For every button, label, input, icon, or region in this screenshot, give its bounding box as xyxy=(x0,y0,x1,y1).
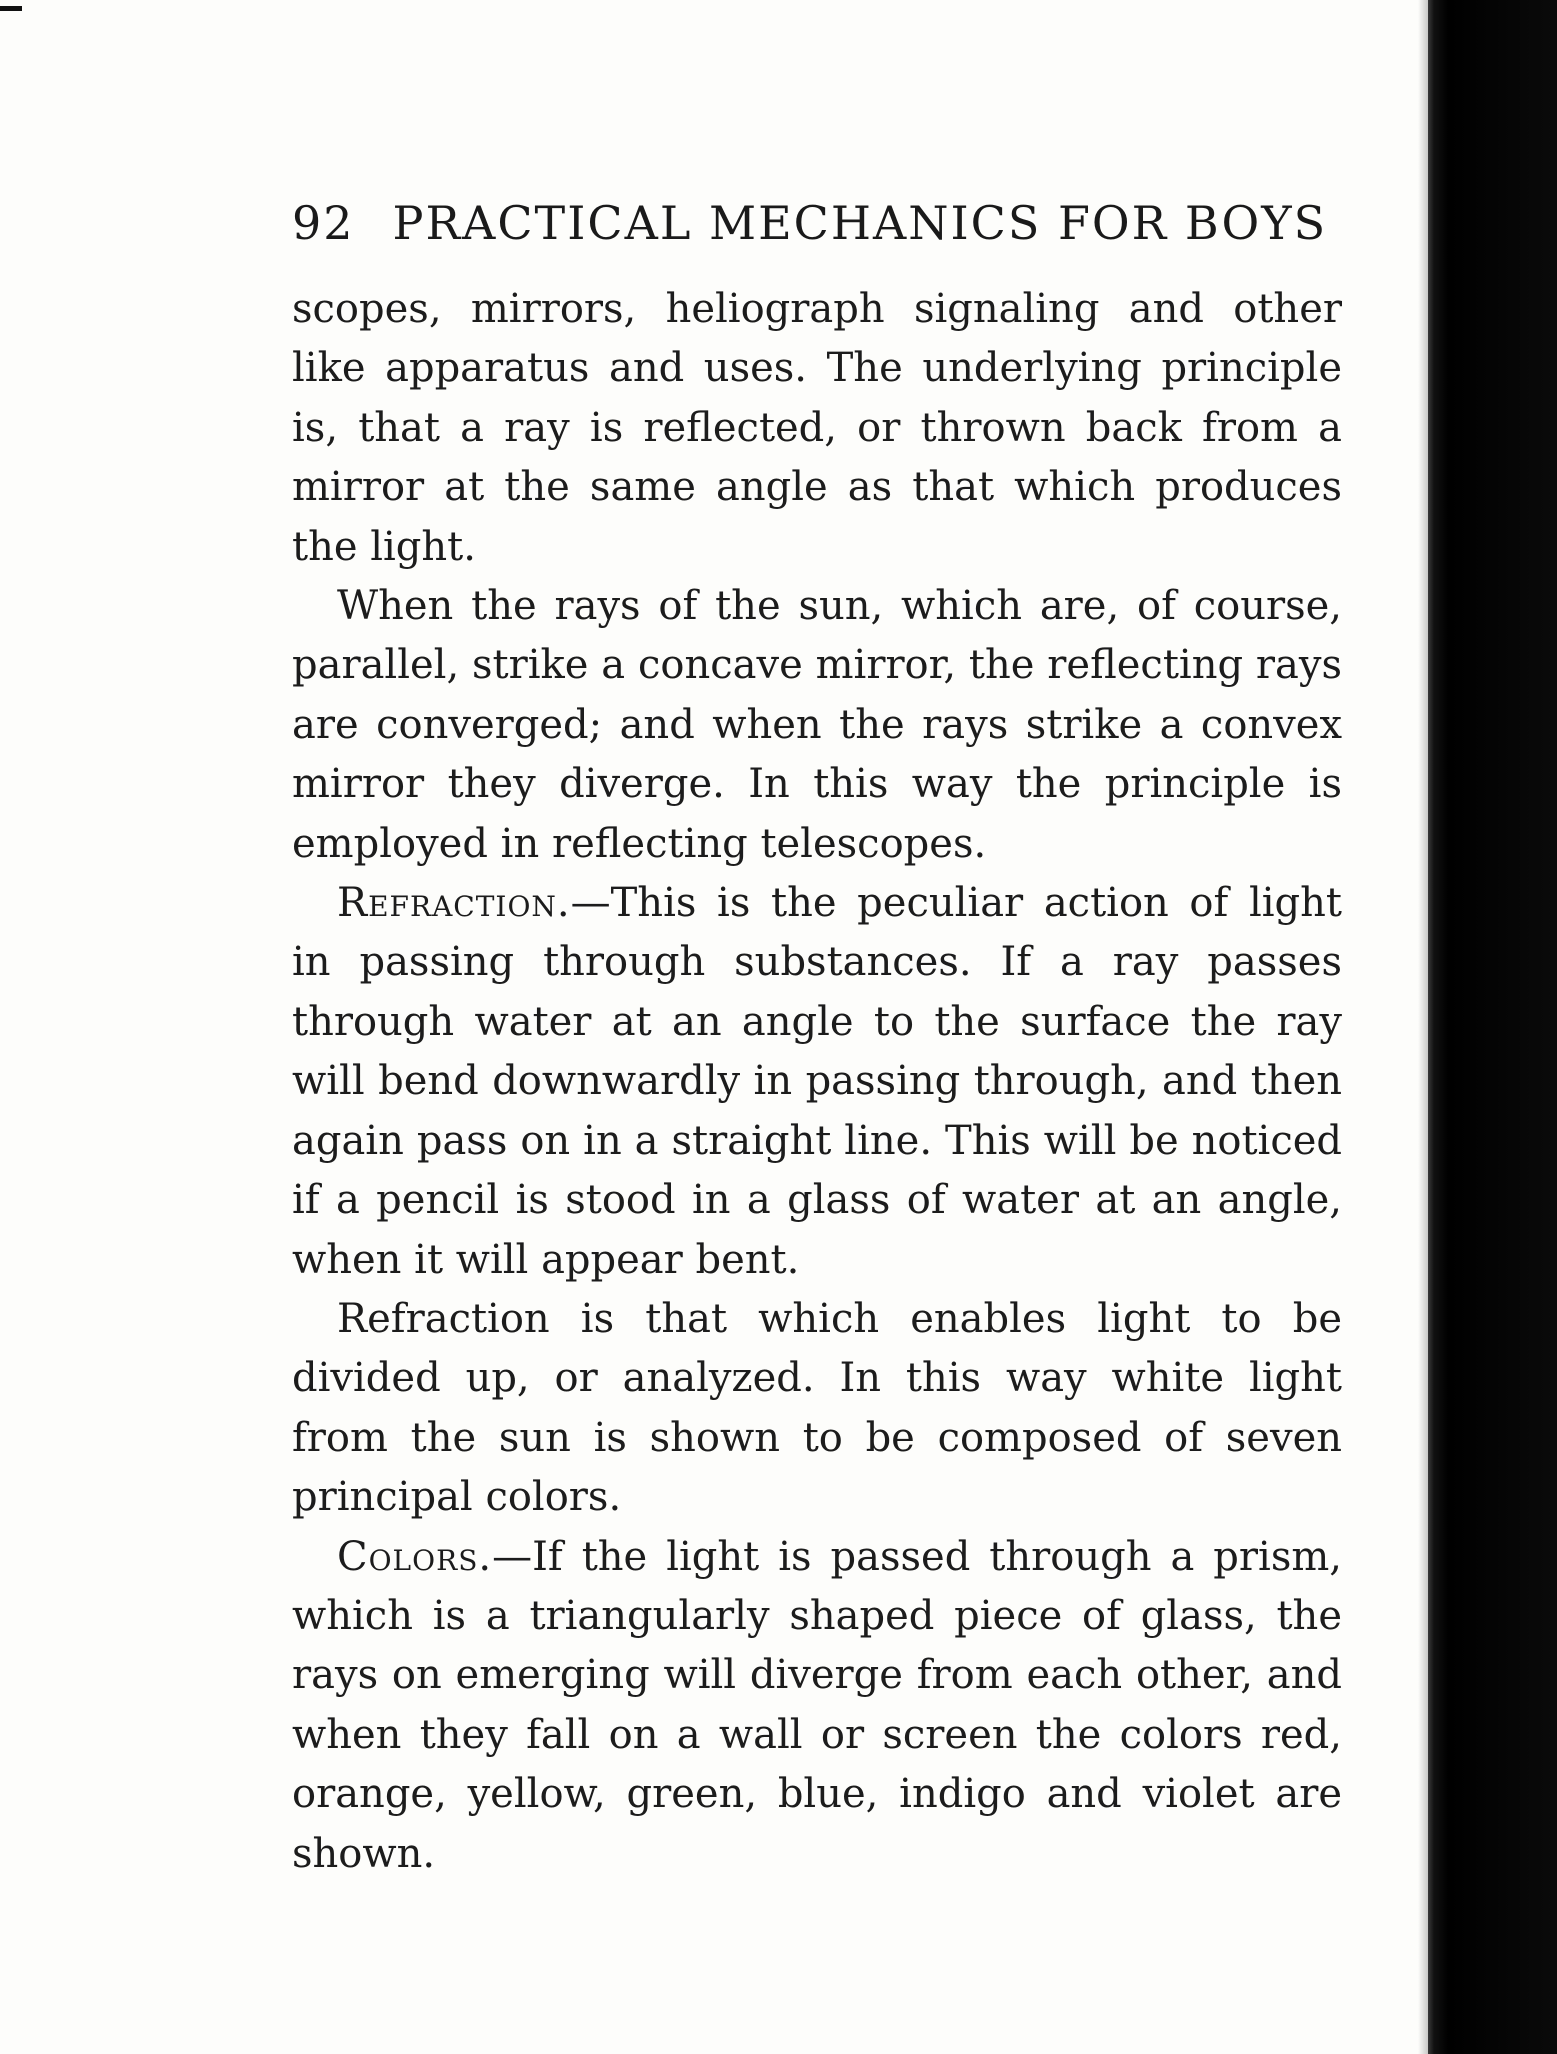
paragraph-continuation: scopes, mirrors, heliograph signaling and other like apparatus and uses. The underlying principle is, that a ray is reflected, or thrown back from a mirror at the same angle as that which produces the light. xyxy=(292,286,1342,570)
scan-corner-mark xyxy=(0,6,22,11)
paragraph-colors-text: —If the light is passed through a prism, which is a triangularly shaped piece of glass, the rays on emerging will diverge from each other, and when they fall on a wall or screen the colors red, orange, yellow, green, blue, indigo and violet are shown. xyxy=(292,1533,1342,1877)
paragraph-refraction-text: —This is the peculiar action of light in passing through substances. If a ray passes through water at an angle to the surface the ray will bend downwardly in passing through, and then again pass on in a straight line. This will be noticed if a pencil is stood in a glass of water at an angle, when it will appear bent. xyxy=(292,880,1342,1283)
paragraph-analysis: Refraction is that which enables light to be divided up, or analyzed. In this way white light from the sun is shown to be composed of seven principal colors. xyxy=(292,1295,1342,1521)
paragraph-colors xyxy=(292,1528,1342,1884)
book-spine-edge xyxy=(1428,0,1557,2054)
paragraph-refraction xyxy=(292,874,1342,1290)
running-header xyxy=(292,196,1342,250)
paragraph-concave-mirror: When the rays of the sun, which are, of course, parallel, strike a concave mirror, the reflecting rays are converged; and when the rays strike a convex mirror they diverge. In this way the principle is employed in reflecting telescopes. xyxy=(292,583,1342,867)
running-title: PRACTICAL MECHANICS FOR BOYS xyxy=(392,196,1328,250)
section-heading-colors: Colors. xyxy=(337,1533,493,1580)
page-number: 92 xyxy=(292,196,355,250)
section-heading-refraction: Refraction. xyxy=(337,880,571,927)
body-text xyxy=(292,280,1342,1884)
